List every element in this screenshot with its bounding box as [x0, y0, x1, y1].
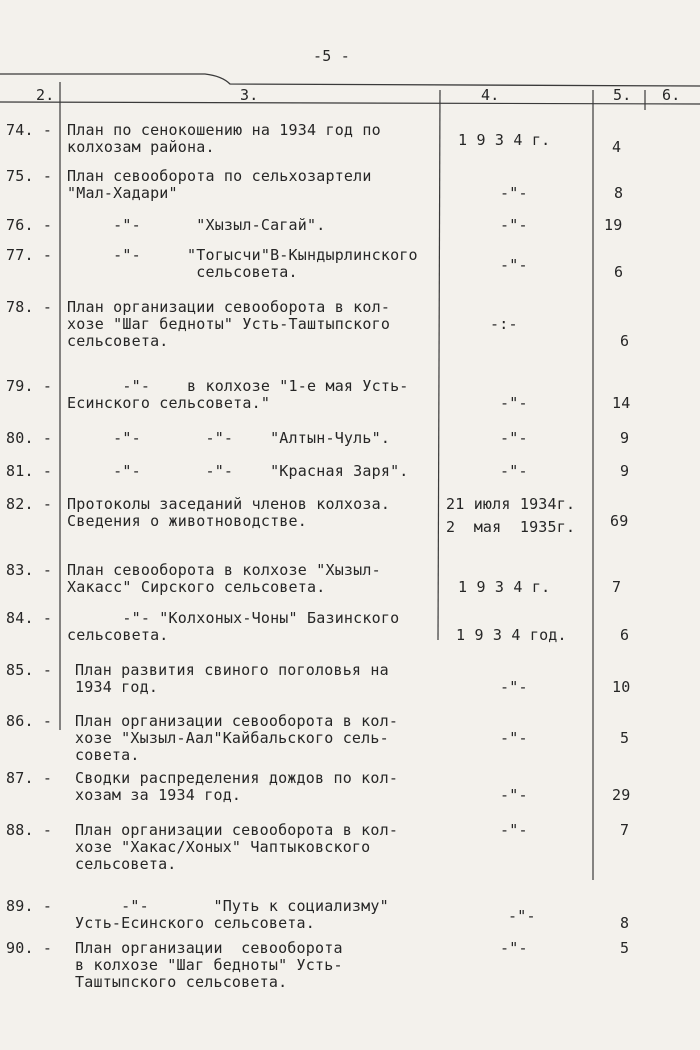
row-title-line: -"- "Путь к социализму": [75, 897, 389, 915]
row-page-count: 4: [612, 138, 622, 156]
row-page-count: 6: [614, 263, 624, 281]
row-title-line: Усть-Есинского сельсовета.: [75, 914, 315, 932]
row-page-count: 5: [620, 939, 630, 957]
row-date: -"-: [500, 429, 528, 447]
page-number: -5 -: [313, 47, 350, 65]
row-number: 81. -: [6, 462, 53, 480]
row-number: 80. -: [6, 429, 53, 447]
row-page-count: 9: [620, 429, 630, 447]
row-date: 2 мая 1935г.: [446, 518, 576, 536]
row-title-line: План организации севооборота в кол-: [67, 298, 391, 316]
row-date: -"-: [500, 256, 528, 274]
row-title-line: сельсовета.: [67, 263, 298, 281]
row-date: -"-: [500, 678, 528, 696]
row-date: 21 июля 1934г.: [446, 495, 576, 513]
row-title-line: -"- в колхозе "1-е мая Усть-: [67, 377, 409, 395]
row-title-line: сельсовета.: [67, 332, 169, 350]
row-page-count: 6: [620, 332, 630, 350]
row-title-line: План севооборота по сельхозартели: [67, 167, 372, 185]
row-number: 85. -: [6, 661, 53, 679]
row-title-line: -"- -"- "Алтын-Чуль".: [67, 429, 391, 447]
row-title-line: в колхозе "Шаг бедноты" Усть-: [75, 956, 343, 974]
row-title-line: сельсовета.: [75, 855, 177, 873]
column-header-2: 2.: [36, 86, 55, 104]
row-page-count: 6: [620, 626, 630, 644]
row-date: 1 9 3 4 год.: [456, 626, 567, 644]
row-title-line: хозе "Шаг бедноты" Усть-Таштыпского: [67, 315, 391, 333]
row-title-line: План по сенокошению на 1934 год по: [67, 121, 381, 139]
row-date: -"-: [500, 394, 528, 412]
row-number: 88. -: [6, 821, 53, 839]
row-number: 83. -: [6, 561, 53, 579]
column-header-3: 3.: [240, 86, 259, 104]
column-header-5: 5.: [613, 86, 632, 104]
row-title-line: хозам за 1934 год.: [75, 786, 242, 804]
row-page-count: 7: [620, 821, 630, 839]
row-number: 82. -: [6, 495, 53, 513]
row-title-line: -"- "Колхоных-Чоны" Базинского: [67, 609, 400, 627]
row-date: 1 9 3 4 г.: [458, 131, 551, 149]
row-number: 78. -: [6, 298, 53, 316]
row-title-line: 1934 год.: [75, 678, 159, 696]
row-title-line: Сводки распределения дождов по кол-: [75, 769, 399, 787]
row-number: 87. -: [6, 769, 53, 787]
row-number: 77. -: [6, 246, 53, 264]
row-title-line: хозе "Хызыл-Аал"Кайбальского сель-: [75, 729, 389, 747]
column-header-6: 6.: [662, 86, 681, 104]
row-date: 1 9 3 4 г.: [458, 578, 551, 596]
row-date: -:-: [490, 315, 518, 333]
row-title-line: План организации севооборота в кол-: [75, 821, 399, 839]
row-page-count: 29: [612, 786, 631, 804]
row-number: 89. -: [6, 897, 53, 915]
row-number: 79. -: [6, 377, 53, 395]
row-page-count: 69: [610, 512, 629, 530]
row-number: 76. -: [6, 216, 53, 234]
row-date: -"-: [500, 821, 528, 839]
row-page-count: 8: [614, 184, 624, 202]
row-title-line: совета.: [75, 746, 140, 764]
row-title-line: Сведения о животноводстве.: [67, 512, 307, 530]
row-number: 74. -: [6, 121, 53, 139]
row-page-count: 9: [620, 462, 630, 480]
row-title-line: План организации севооборота в кол-: [75, 712, 399, 730]
row-page-count: 14: [612, 394, 631, 412]
row-title-line: Есинского сельсовета.": [67, 394, 271, 412]
row-date: -"-: [500, 786, 528, 804]
row-title-line: колхозам района.: [67, 138, 215, 156]
row-date: -"-: [500, 939, 528, 957]
row-date: -"-: [508, 907, 536, 925]
row-date: -"-: [500, 184, 528, 202]
row-page-count: 8: [620, 914, 630, 932]
row-title-line: -"- -"- "Красная Заря".: [67, 462, 409, 480]
row-title-line: хозе "Хакас/Хоных" Чаптыковского: [75, 838, 371, 856]
row-page-count: 10: [612, 678, 631, 696]
row-date: -"-: [500, 462, 528, 480]
row-title-line: -"- "Тогысчи"В-Кындырлинского: [67, 246, 418, 264]
row-title-line: План развития свиного поголовья на: [75, 661, 389, 679]
row-title-line: "Мал-Хадари": [67, 184, 178, 202]
row-title-line: Таштыпского сельсовета.: [75, 973, 288, 991]
row-number: 84. -: [6, 609, 53, 627]
column-header-4: 4.: [481, 86, 500, 104]
row-title-line: Протоколы заседаний членов колхоза.: [67, 495, 391, 513]
row-date: -"-: [500, 729, 528, 747]
row-number: 86. -: [6, 712, 53, 730]
row-title-line: сельсовета.: [67, 626, 169, 644]
row-number: 75. -: [6, 167, 53, 185]
row-page-count: 7: [612, 578, 622, 596]
row-title-line: План организации севооборота: [75, 939, 343, 957]
row-title-line: План севооборота в колхозе "Хызыл-: [67, 561, 381, 579]
row-date: -"-: [500, 216, 528, 234]
row-page-count: 5: [620, 729, 630, 747]
row-title-line: Хакасс" Сирского сельсовета.: [67, 578, 326, 596]
row-title-line: -"- "Хызыл-Сагай".: [67, 216, 326, 234]
row-number: 90. -: [6, 939, 53, 957]
row-page-count: 19: [604, 216, 623, 234]
